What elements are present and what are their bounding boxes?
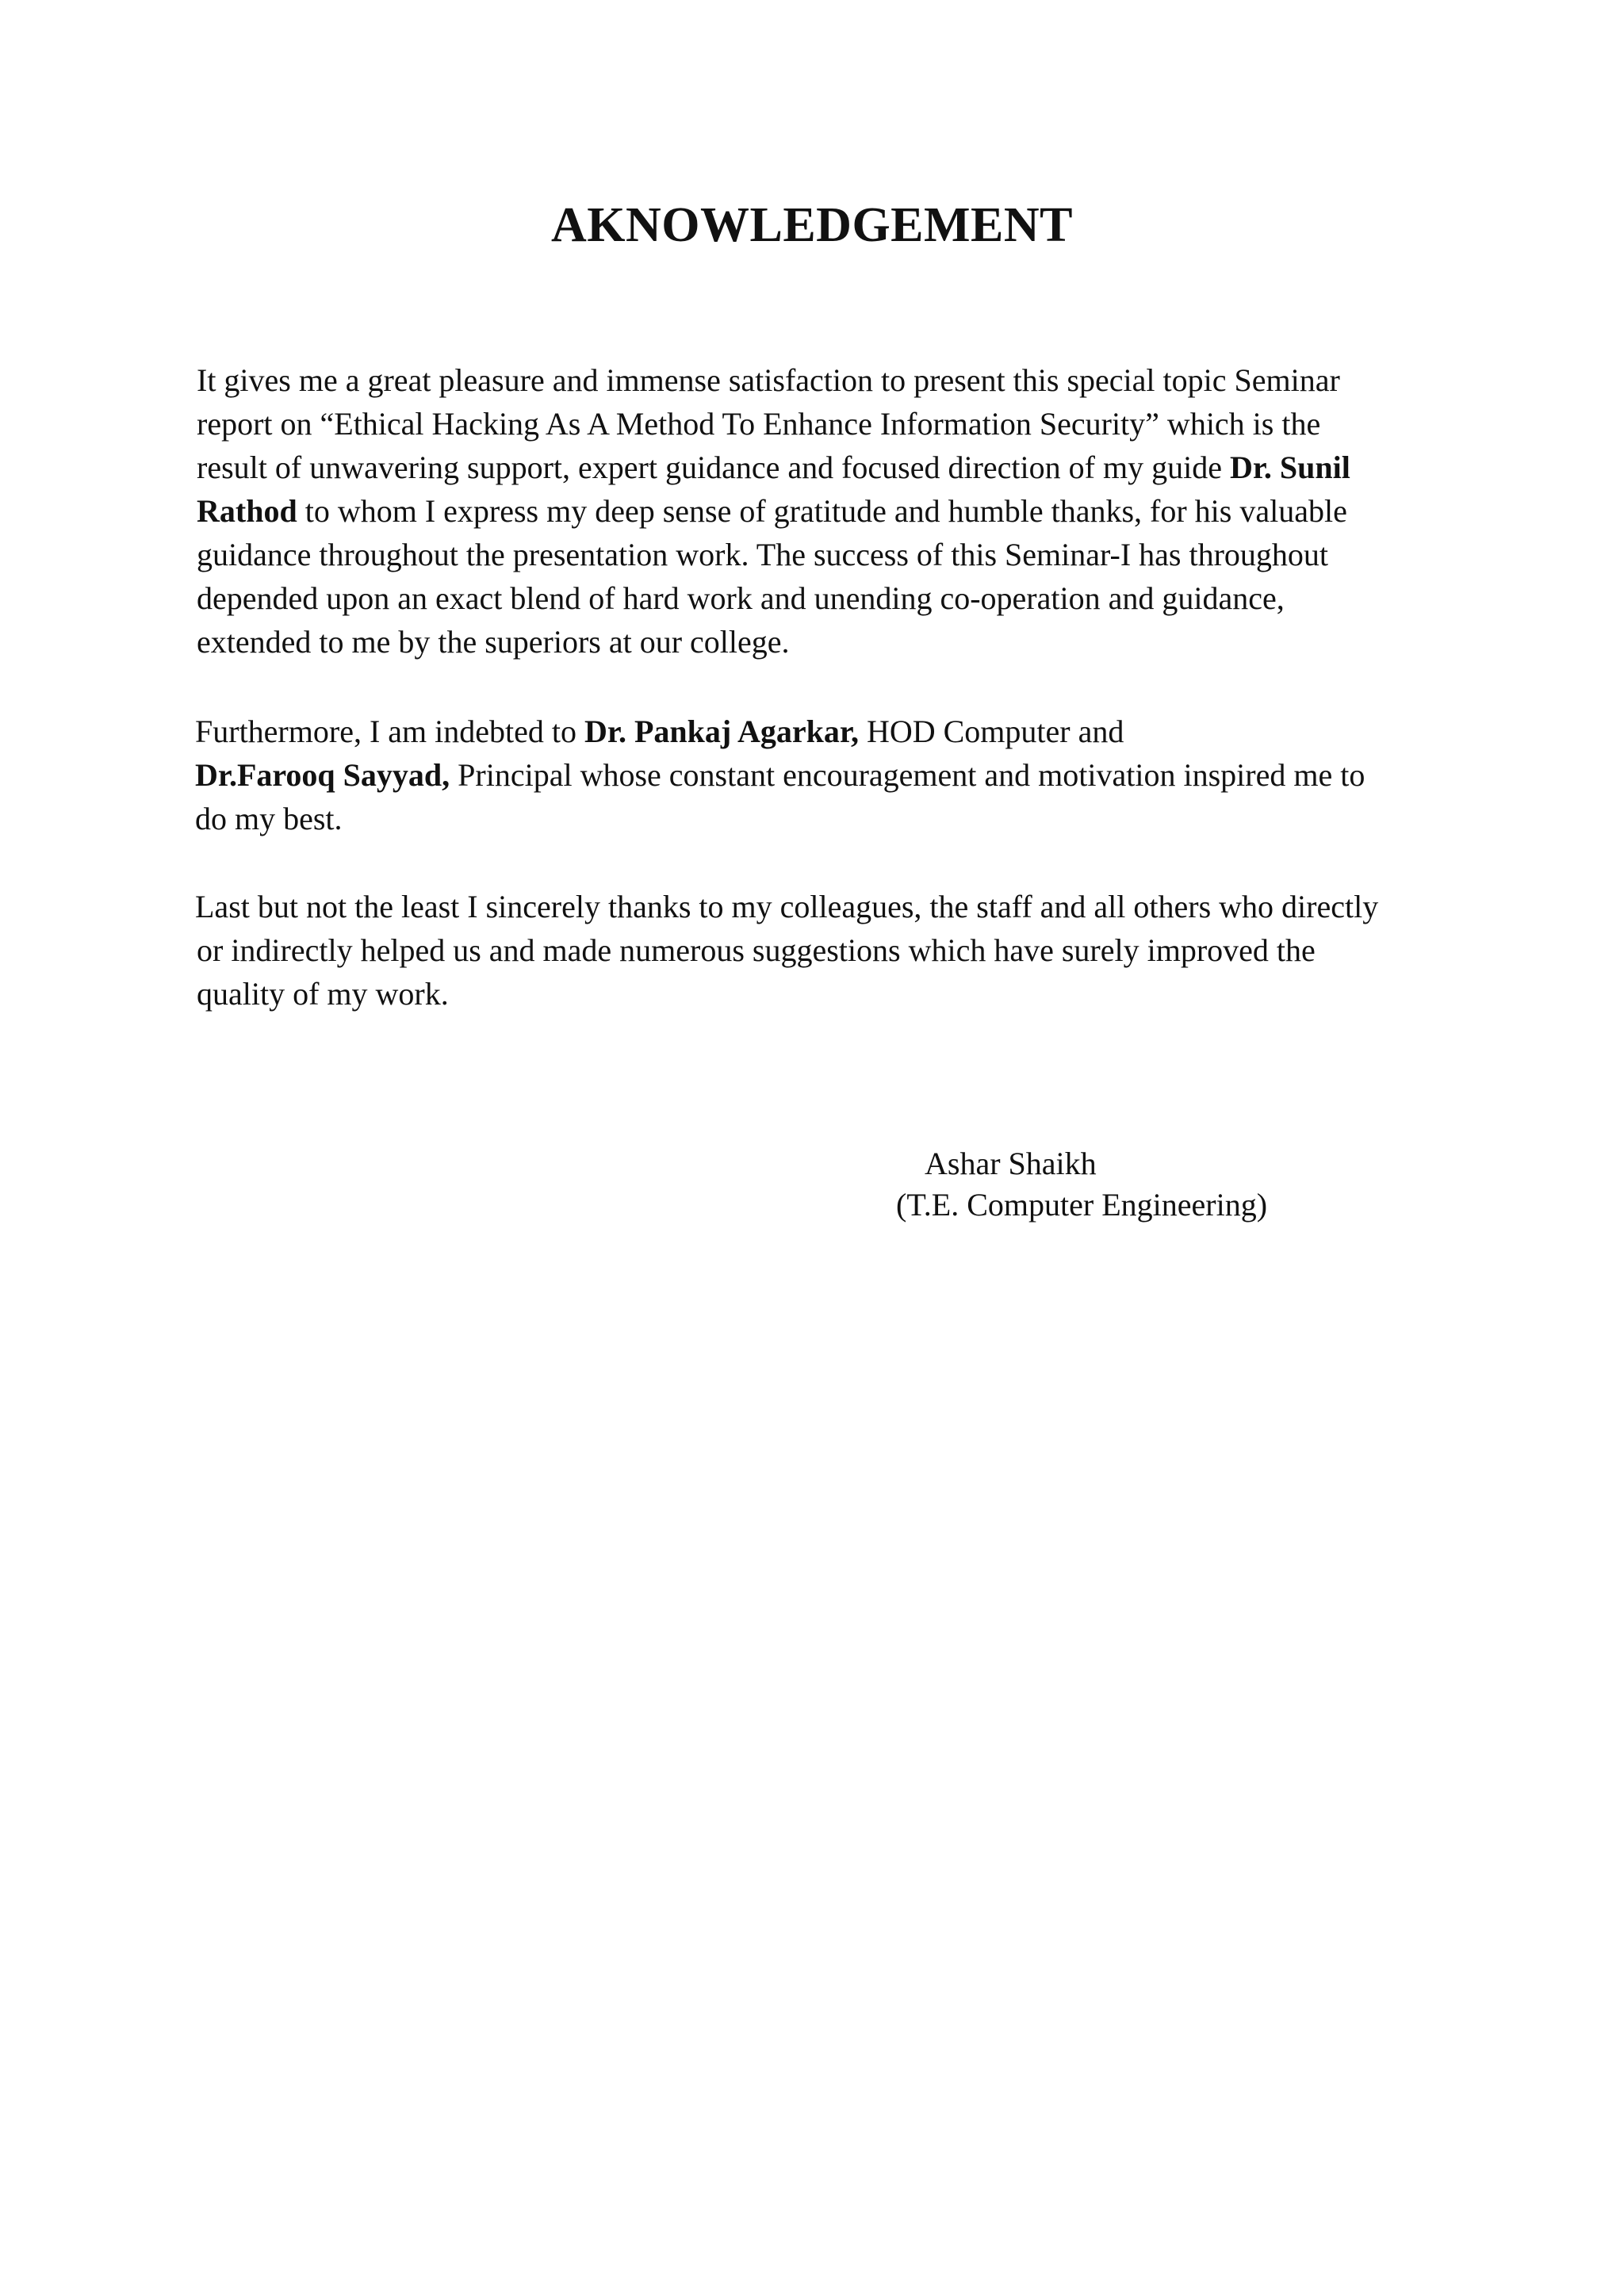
paragraph-1-line-4-text: to whom I express my deep sense of gratitude and humble thanks, for his valuable xyxy=(297,493,1347,529)
paragraph-1-line-7: extended to me by the superiors at our college. xyxy=(197,624,790,660)
paragraph-2-line-2-text: Principal whose constant encouragement and motivation inspired me to xyxy=(450,757,1365,793)
paragraph-3-line-1: Last but not the least I sincerely thanks to my colleagues, the staff and all others who directly xyxy=(195,889,1379,924)
paragraph-1-line-2: report on “Ethical Hacking As A Method To Enhance Information Security” which is the xyxy=(197,406,1321,442)
paragraph-3-line-2: or indirectly helped us and made numerous suggestions which have surely improved the xyxy=(197,932,1316,968)
author-name: Ashar Shaikh xyxy=(925,1146,1097,1181)
acknowledgement-paragraph-1 xyxy=(197,358,1465,664)
signature-block xyxy=(896,1143,1267,1226)
paragraph-2-line-1-text: Furthermore, I am indebted to xyxy=(195,714,584,749)
paragraph-1-line-5: guidance throughout the presentation work. The success of this Seminar-I has throughout xyxy=(197,537,1329,572)
paragraph-2-line-2 xyxy=(195,753,1464,797)
acknowledgement-paragraph-3 xyxy=(195,885,1464,1016)
guide-name-part-1: Dr. Sunil xyxy=(1229,450,1350,485)
paragraph-2-line-1-tail: HOD Computer and xyxy=(858,714,1124,749)
acknowledgement-paragraph-2 xyxy=(195,710,1464,840)
principal-name: Dr.Farooq Sayyad, xyxy=(195,757,450,793)
paragraph-3-line-3: quality of my work. xyxy=(197,976,449,1012)
paragraph-1-line-6: depended upon an exact blend of hard work and unending co-operation and guidance, xyxy=(197,580,1285,616)
paragraph-1-line-3 xyxy=(197,446,1465,489)
hod-name: Dr. Pankaj Agarkar, xyxy=(584,714,859,749)
author-role: (T.E. Computer Engineering) xyxy=(896,1187,1268,1223)
paragraph-1-line-1: It gives me a great pleasure and immense satisfaction to present this special topic Seminar xyxy=(197,362,1340,398)
paragraph-1-line-4 xyxy=(197,489,1465,533)
paragraph-2-line-1 xyxy=(195,710,1464,753)
paragraph-2-line-3: do my best. xyxy=(195,801,343,836)
guide-name-part-2: Rathod xyxy=(197,493,297,529)
paragraph-1-line-3-text: result of unwavering support, expert guidance and focused direction of my guide xyxy=(197,450,1230,485)
page-title: AKNOWLEDGEMENT xyxy=(550,198,1074,252)
